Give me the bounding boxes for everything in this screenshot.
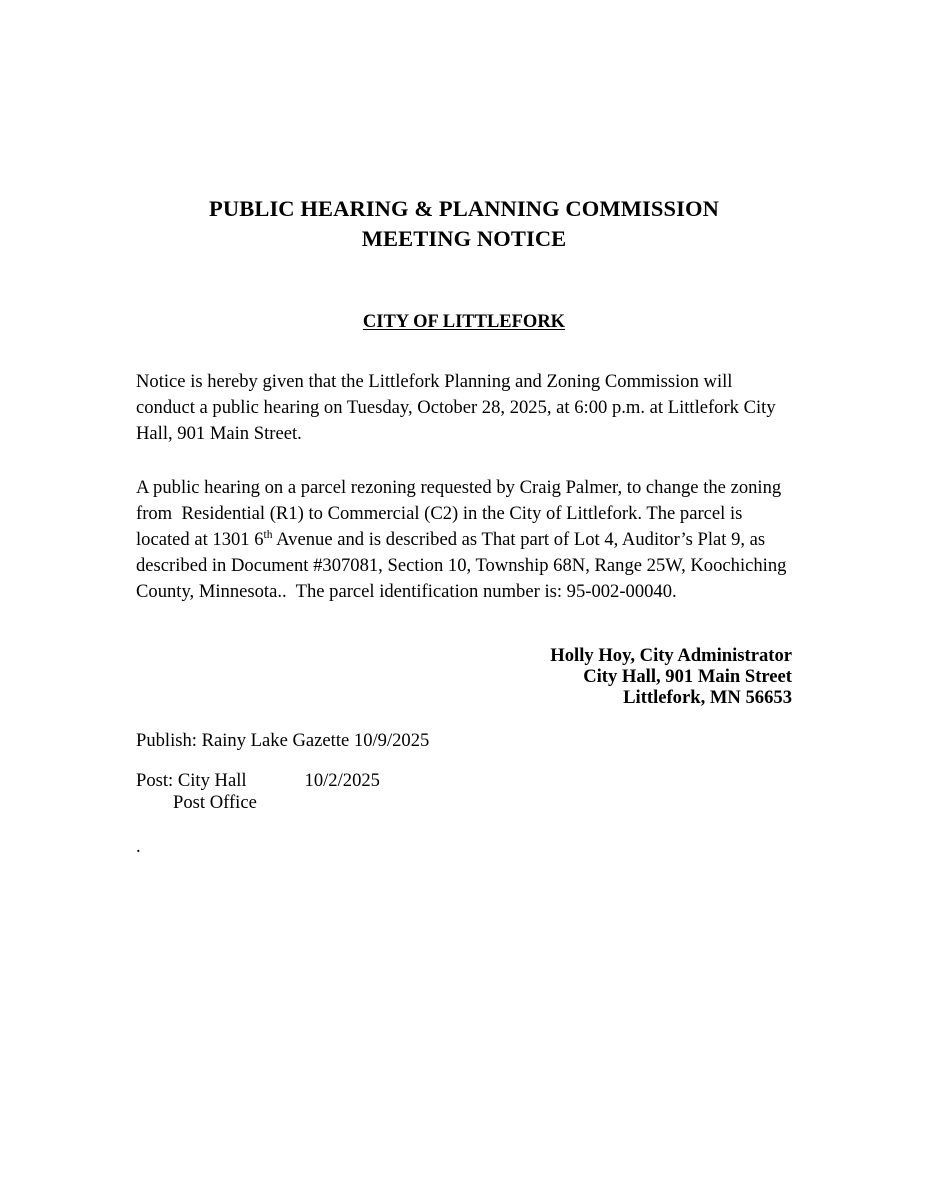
page-title-line-2: MEETING NOTICE xyxy=(361,226,567,251)
page-title-line-1: PUBLIC HEARING & PLANNING COMMISSION xyxy=(209,196,719,221)
city-heading-text: CITY OF LITTLEFORK xyxy=(362,312,566,332)
post-date: 10/2/2025 xyxy=(304,770,380,791)
post-block xyxy=(136,770,380,813)
notice-paragraph-2 xyxy=(136,475,794,606)
notice-paragraph-1: Notice is hereby given that the Littlefork Planning and Zoning Commission will conduct a public hearing on Tuesday, October 28, 2025, at 6:00 p.m. at Littlefork City Hall, 901 Main Street. xyxy=(136,370,781,444)
signature-city-state-zip: Littlefork, MN 56653 xyxy=(623,687,792,708)
signature-name: Holly Hoy, City Administrator xyxy=(550,645,792,666)
post-label-city-hall: Post: City Hall xyxy=(136,770,247,791)
signature-address: City Hall, 901 Main Street xyxy=(583,666,792,687)
page-title xyxy=(136,194,792,254)
post-row-city-hall xyxy=(136,770,380,792)
notice-paragraph-2-part-1: A public hearing on a parcel rezoning requested by Craig Palmer, to change the zoning from Residential (R1) to Commercial (C2) in the City of Littlefork. The parcel is located at 1301 6 xyxy=(136,476,786,550)
city-heading xyxy=(136,310,792,334)
publish-line: Publish: Rainy Lake Gazette 10/9/2025 xyxy=(136,730,430,751)
ordinal-suffix: th xyxy=(263,528,273,541)
notice-paragraph-2-part-2: Avenue and is described as That part of Lot 4, Auditor’s Plat 9, as described in Document #307081, Section 10, Township 68N, Range 25W, Koochiching County, Minnesota.. The parcel identification number is: 95-002-00040. xyxy=(136,529,792,603)
trailing-period: . xyxy=(136,836,141,857)
signature-block xyxy=(136,645,792,708)
post-row-post-office: Post Office xyxy=(173,791,257,813)
